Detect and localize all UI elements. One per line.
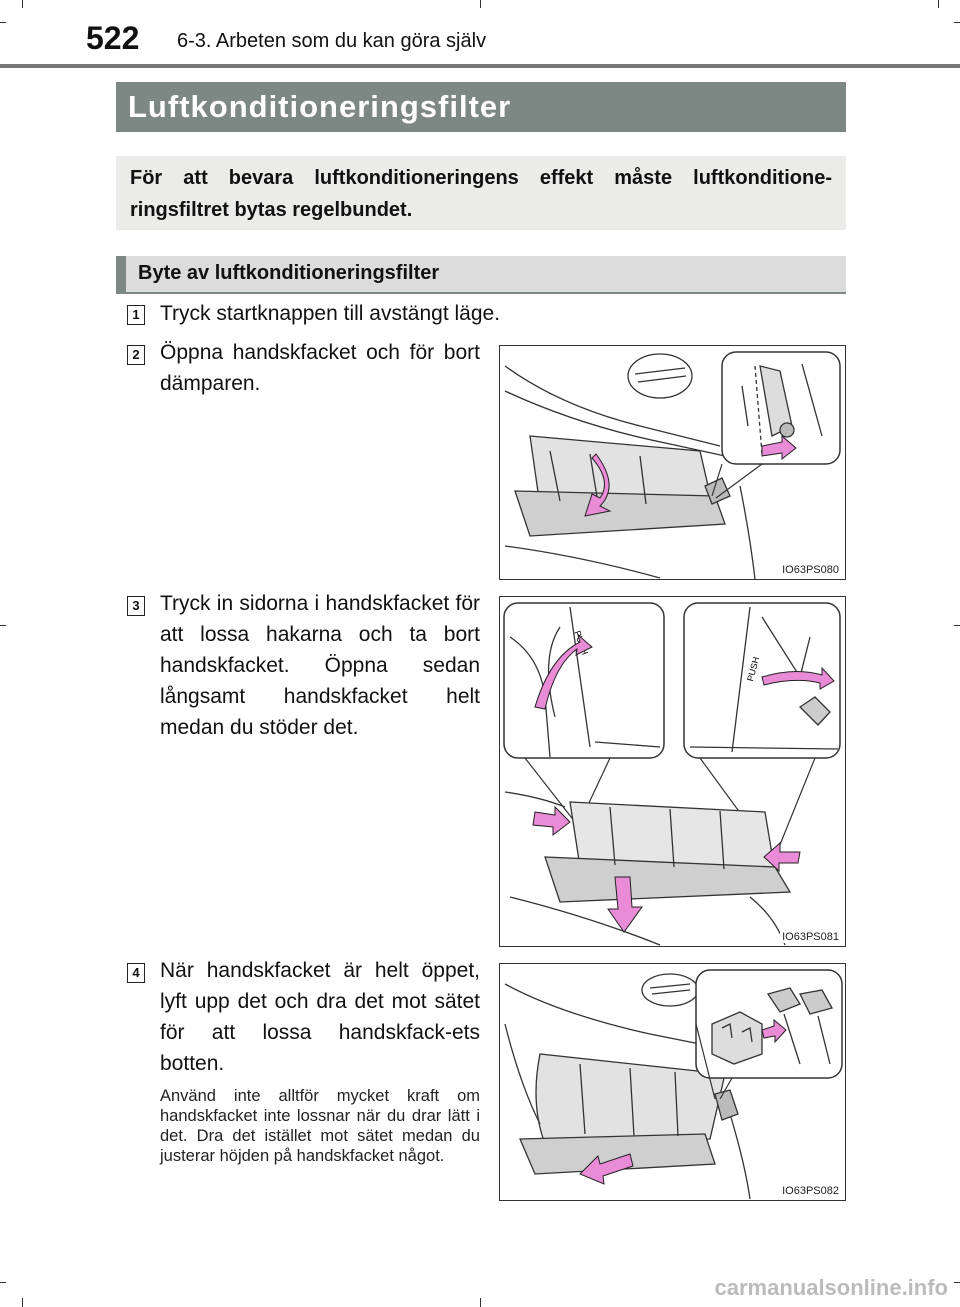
crop-mark — [0, 1282, 6, 1283]
step-number: 4 — [127, 963, 145, 983]
crop-mark — [938, 0, 939, 8]
watermark: carmanualsonline.info — [714, 1275, 948, 1300]
title-band — [116, 82, 846, 132]
subheading-text: Byte av luftkonditioneringsfilter — [138, 262, 440, 284]
figure-code: IO63PS080 — [782, 564, 839, 576]
crop-mark — [0, 22, 6, 23]
intro-text: För att bevara luftkonditioneringens effekt måste luftkonditione-ringsfiltret bytas regelbundet. — [130, 167, 832, 221]
crop-mark — [480, 1298, 481, 1307]
page-title: Luftkonditioneringsfilter — [128, 89, 512, 124]
crop-mark — [954, 1282, 960, 1283]
step-number: 1 — [127, 305, 145, 325]
figure-step-2 — [499, 345, 846, 580]
glovebox-open-illustration — [500, 346, 845, 579]
crop-mark — [480, 0, 481, 8]
figure-code: IO63PS081 — [782, 931, 839, 943]
section-reference: 6-3. Arbeten som du kan göra själv — [177, 30, 487, 52]
figure-code: IO63PS082 — [782, 1185, 839, 1197]
page-number: 522 — [86, 20, 140, 56]
step-text: Tryck in sidorna i handskfacket för att lossa hakarna och ta bort handskfacket. Öppna sedan långsamt handskfacket helt medan du stöder det. — [160, 592, 480, 739]
crop-mark — [22, 1298, 23, 1307]
glovebox-push-sides-illustration — [500, 597, 845, 946]
push-label: PUSH — [745, 655, 762, 683]
step-note: Använd inte alltför mycket kraft om handskfacket inte lossnar när du drar lätt i det. Dra det istället mot sätet medan du justerar höjden på handskfacket något. — [160, 1087, 480, 1165]
crop-mark — [22, 0, 23, 8]
figure-step-4 — [499, 963, 846, 1201]
step-number: 2 — [127, 345, 145, 365]
step-text: När handskfacket är helt öppet, lyft upp det och dra det mot sätet för att lossa handskfack-ets botten. — [160, 959, 480, 1075]
step-text: Tryck startknappen till avstängt läge. — [160, 302, 501, 325]
step-number: 3 — [127, 596, 145, 616]
crop-mark — [954, 625, 960, 626]
crop-mark — [954, 22, 960, 23]
step-text: Öppna handskfacket och för bort dämparen. — [160, 341, 480, 395]
header-rule — [0, 64, 960, 68]
intro-box — [116, 156, 846, 230]
glovebox-lift-illustration — [500, 964, 845, 1200]
crop-mark — [0, 625, 6, 626]
subheading-bar — [116, 256, 126, 292]
subheading — [116, 256, 846, 294]
figure-step-3 — [499, 596, 846, 947]
